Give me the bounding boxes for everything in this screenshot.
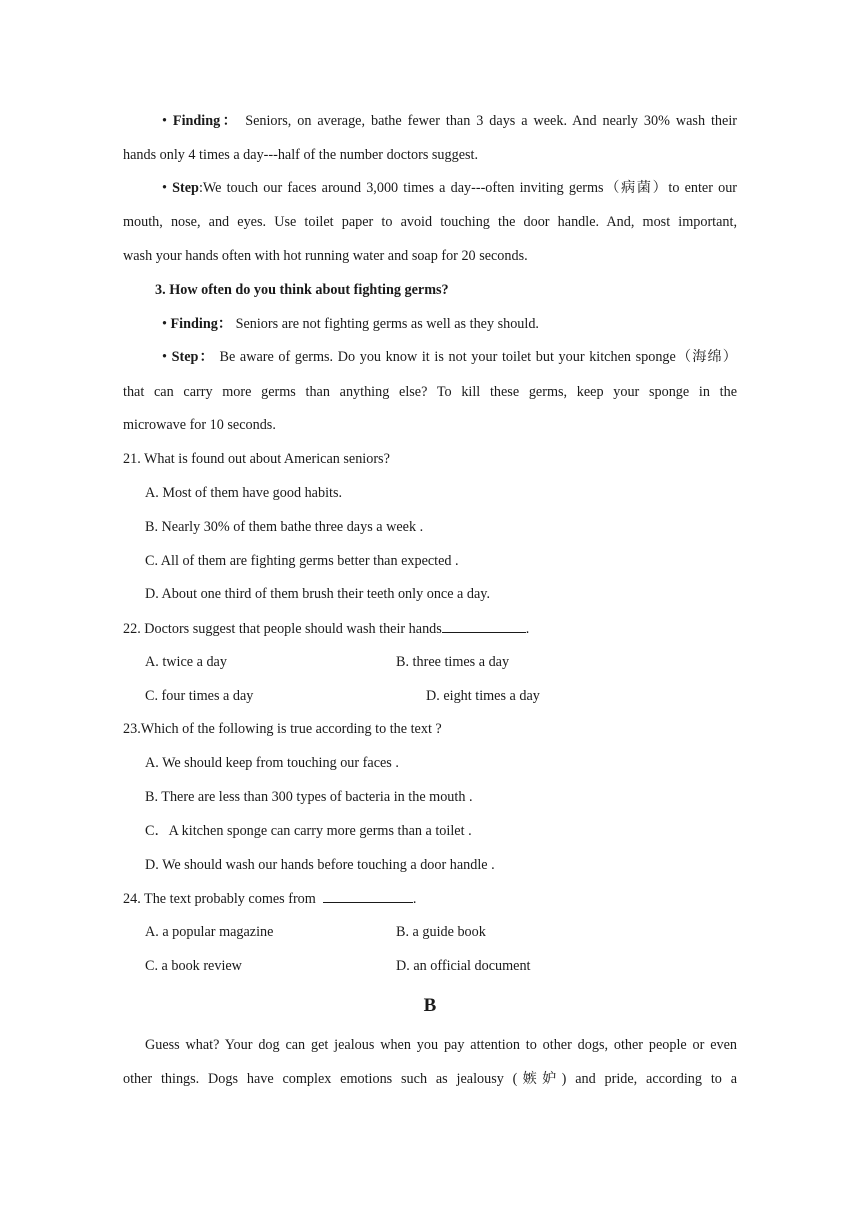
finding-2-line-1 [162, 111, 737, 131]
finding-text: Seniors, on average, bathe fewer than 3 days a week. And nearly 30% wash their [245, 113, 737, 129]
question-21-option-d: D. About one third of them brush their teeth only once a day. [145, 586, 491, 602]
step-label: Step [172, 180, 199, 196]
bullet: • [162, 180, 167, 196]
question-22-row-2 [145, 686, 737, 706]
passage-b-heading: B [423, 995, 437, 1016]
question-24-stem-text: 24. The text probably comes from [123, 891, 316, 907]
question-22-stem [123, 618, 737, 638]
question-21-option-a: A. Most of them have good habits. [145, 485, 343, 501]
finding-label: Finding： [170, 316, 233, 332]
finding-text: Seniors are not fighting germs as well as they should. [235, 316, 539, 332]
step-3-line-3: microwave for 10 seconds. [123, 417, 276, 433]
finding-label: Finding： [172, 113, 240, 129]
question-23-option-d: D. We should wash our hands before touching a door handle . [145, 857, 495, 873]
step-text: Be aware of germs. Do you know it is not your toilet but your kitchen sponge（海绵） [219, 349, 737, 365]
question-23-option-c: C．A kitchen sponge can carry more germs than a toilet . [145, 823, 472, 839]
step-2-line-2: mouth, nose, and eyes. Use toilet paper to avoid touching the door handle. And, most important, [123, 214, 737, 230]
finding-2-line-2: hands only 4 times a day---half of the number doctors suggest. [123, 147, 478, 163]
question-22-row-1 [145, 652, 737, 672]
question-24-option-c: C. a book review [145, 958, 242, 974]
question-22-option-a: A. twice a day [145, 654, 227, 670]
question-24-stem [123, 888, 737, 908]
step-2-line-1 [162, 178, 737, 198]
question-24-option-a: A. a popular magazine [145, 924, 274, 940]
question-22-option-b: B. three times a day [396, 654, 510, 670]
step-2-line-3: wash your hands often with hot running water and soap for 20 seconds. [123, 248, 528, 264]
question-23-option-b: B. There are less than 300 types of bacteria in the mouth . [145, 789, 473, 805]
question-22-option-c: C. four times a day [145, 688, 254, 704]
passage-b-line-2: other things. Dogs have complex emotions such as jealousy (嫉妒) and pride, according to a [123, 1071, 737, 1087]
question-24-row-1 [145, 922, 737, 942]
stem-end: . [525, 621, 530, 637]
step-label: Step： [171, 349, 215, 365]
question-21-option-c: C. All of them are fighting germs better than expected . [145, 553, 459, 569]
survey-question-3: 3. How often do you think about fighting germs? [155, 282, 449, 298]
answer-blank [323, 888, 413, 903]
step-text: :We touch our faces around 3,000 times a day---often inviting germs（病菌）to enter our [198, 180, 738, 196]
question-24-option-d: D. an official document [396, 958, 531, 974]
question-24-option-b: B. a guide book [396, 924, 486, 940]
question-24-row-2 [145, 956, 737, 976]
question-22-stem-text: 22. Doctors suggest that people should wash their hands [123, 621, 442, 637]
question-23-stem: 23.Which of the following is true according to the text ? [123, 721, 442, 737]
step-3-line-2: that can carry more germs than anything else? To kill these germs, keep your sponge in the [123, 384, 737, 400]
bullet: • [162, 349, 167, 365]
finding-3-line [162, 314, 737, 334]
bullet: • [162, 113, 167, 129]
question-21-stem: 21. What is found out about American seniors? [123, 451, 390, 467]
step-3-line-1 [162, 347, 737, 367]
bullet: • [162, 316, 167, 332]
stem-end: . [412, 891, 417, 907]
question-21-option-b: B. Nearly 30% of them bathe three days a week . [145, 519, 424, 535]
answer-blank [442, 618, 526, 633]
question-23-option-a: A. We should keep from touching our faces . [145, 755, 399, 771]
passage-b-line-1: Guess what? Your dog can get jealous when you pay attention to other dogs, other people or even [145, 1037, 737, 1053]
question-22-option-d: D. eight times a day [426, 688, 540, 704]
